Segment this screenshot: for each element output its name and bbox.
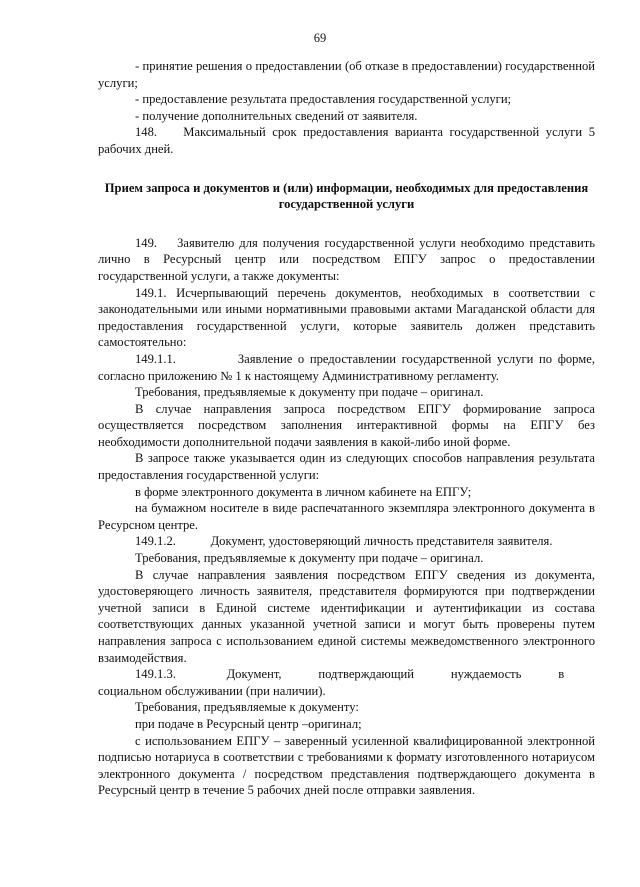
paragraph: в форме электронного документа в личном кабинете на ЕПГУ; [135,484,472,499]
paragraph-149-1-1: 149.1.1. Заявление о предоставлении государственной услуги по форме, согласно приложению № 1 к настоящему Административному регламенту. [98,351,595,383]
list-item: - предоставление результата предоставления государственной услуги; [135,92,512,107]
paragraph: при подаче в Ресурсный центр –оригинал; [135,716,362,731]
paragraph-149-1: 149.1. Исчерпывающий перечень документов, необходимых в соответствии с законодательными или иными нормативными правовыми актами Магаданской области для предоставления государственной услуги, которые заявитель должен представить самостоятельно: [98,285,595,350]
paragraph-149: 149. Заявителю для получения государственной услуги необходимо представить лично в Ресурсный центр или посредством ЕПГУ запрос о предоставлении государственной услуги, а также документы: [98,235,595,283]
paragraph: В случае направления заявления посредством ЕПГУ сведения из документа, удостоверяющего личность заявителя, представителя формируются при подтверждении учетной записи в Единой системе идентификации и аутентификации из состава соответствующих данных указанной учетной записи и могут быть проверены путем направления запроса с использованием единой системы межведомственного электронного взаимодействия. [98,567,595,665]
paragraph-149-1-2: 149.1.2. Документ, удостоверяющий личность представителя заявителя. [135,534,553,549]
paragraph: Требования, предъявляемые к документу: [135,700,359,715]
paragraph: В случае направления запроса посредством ЕПГУ формирование запроса осуществляется посредством заполнения интерактивной формы на ЕПГУ без необходимости дополнительной подачи заявления в какой-либо иной форме. [98,401,595,449]
paragraph: Требования, предъявляемые к документу при подаче – оригинал. [135,385,484,400]
list-item: - получение дополнительных сведений от заявителя. [135,108,418,123]
list-item: - принятие решения о предоставлении (об отказе в предоставлении) государственной услуги; [98,59,595,90]
paragraph: с использованием ЕПГУ – заверенный усиленной квалифицированной электронной подписью нотариуса в соответствии с требованиями к формату изготовленного нотариусом электронного документа / посредством представления подтверждающего документа в Ресурсный центр в течение 5 рабочих дней после отправки заявления. [98,733,595,798]
paragraph: Требования, предъявляемые к документу при подаче – оригинал. [135,551,484,566]
paragraph-148: 148. Максимальный срок предоставления варианта государственной услуги 5 рабочих дней. [98,125,595,156]
paragraph: В запросе также указывается один из следующих способов направления результата предоставления государственной услуги: [98,451,595,483]
paragraph: на бумажном носителе в виде распечатанного экземпляра электронного документа в Ресурсном центре. [98,501,595,532]
section-heading: Прием запроса и документов и (или) информации, необходимых для предоставления государственной услуги [104,180,589,212]
page-number: 69 [313,31,327,45]
paragraph-149-1-3: 149.1.3. Документ, подтверждающий нуждаемость в социальном обслуживании (при наличии). [98,667,595,698]
document-text [98,58,595,799]
